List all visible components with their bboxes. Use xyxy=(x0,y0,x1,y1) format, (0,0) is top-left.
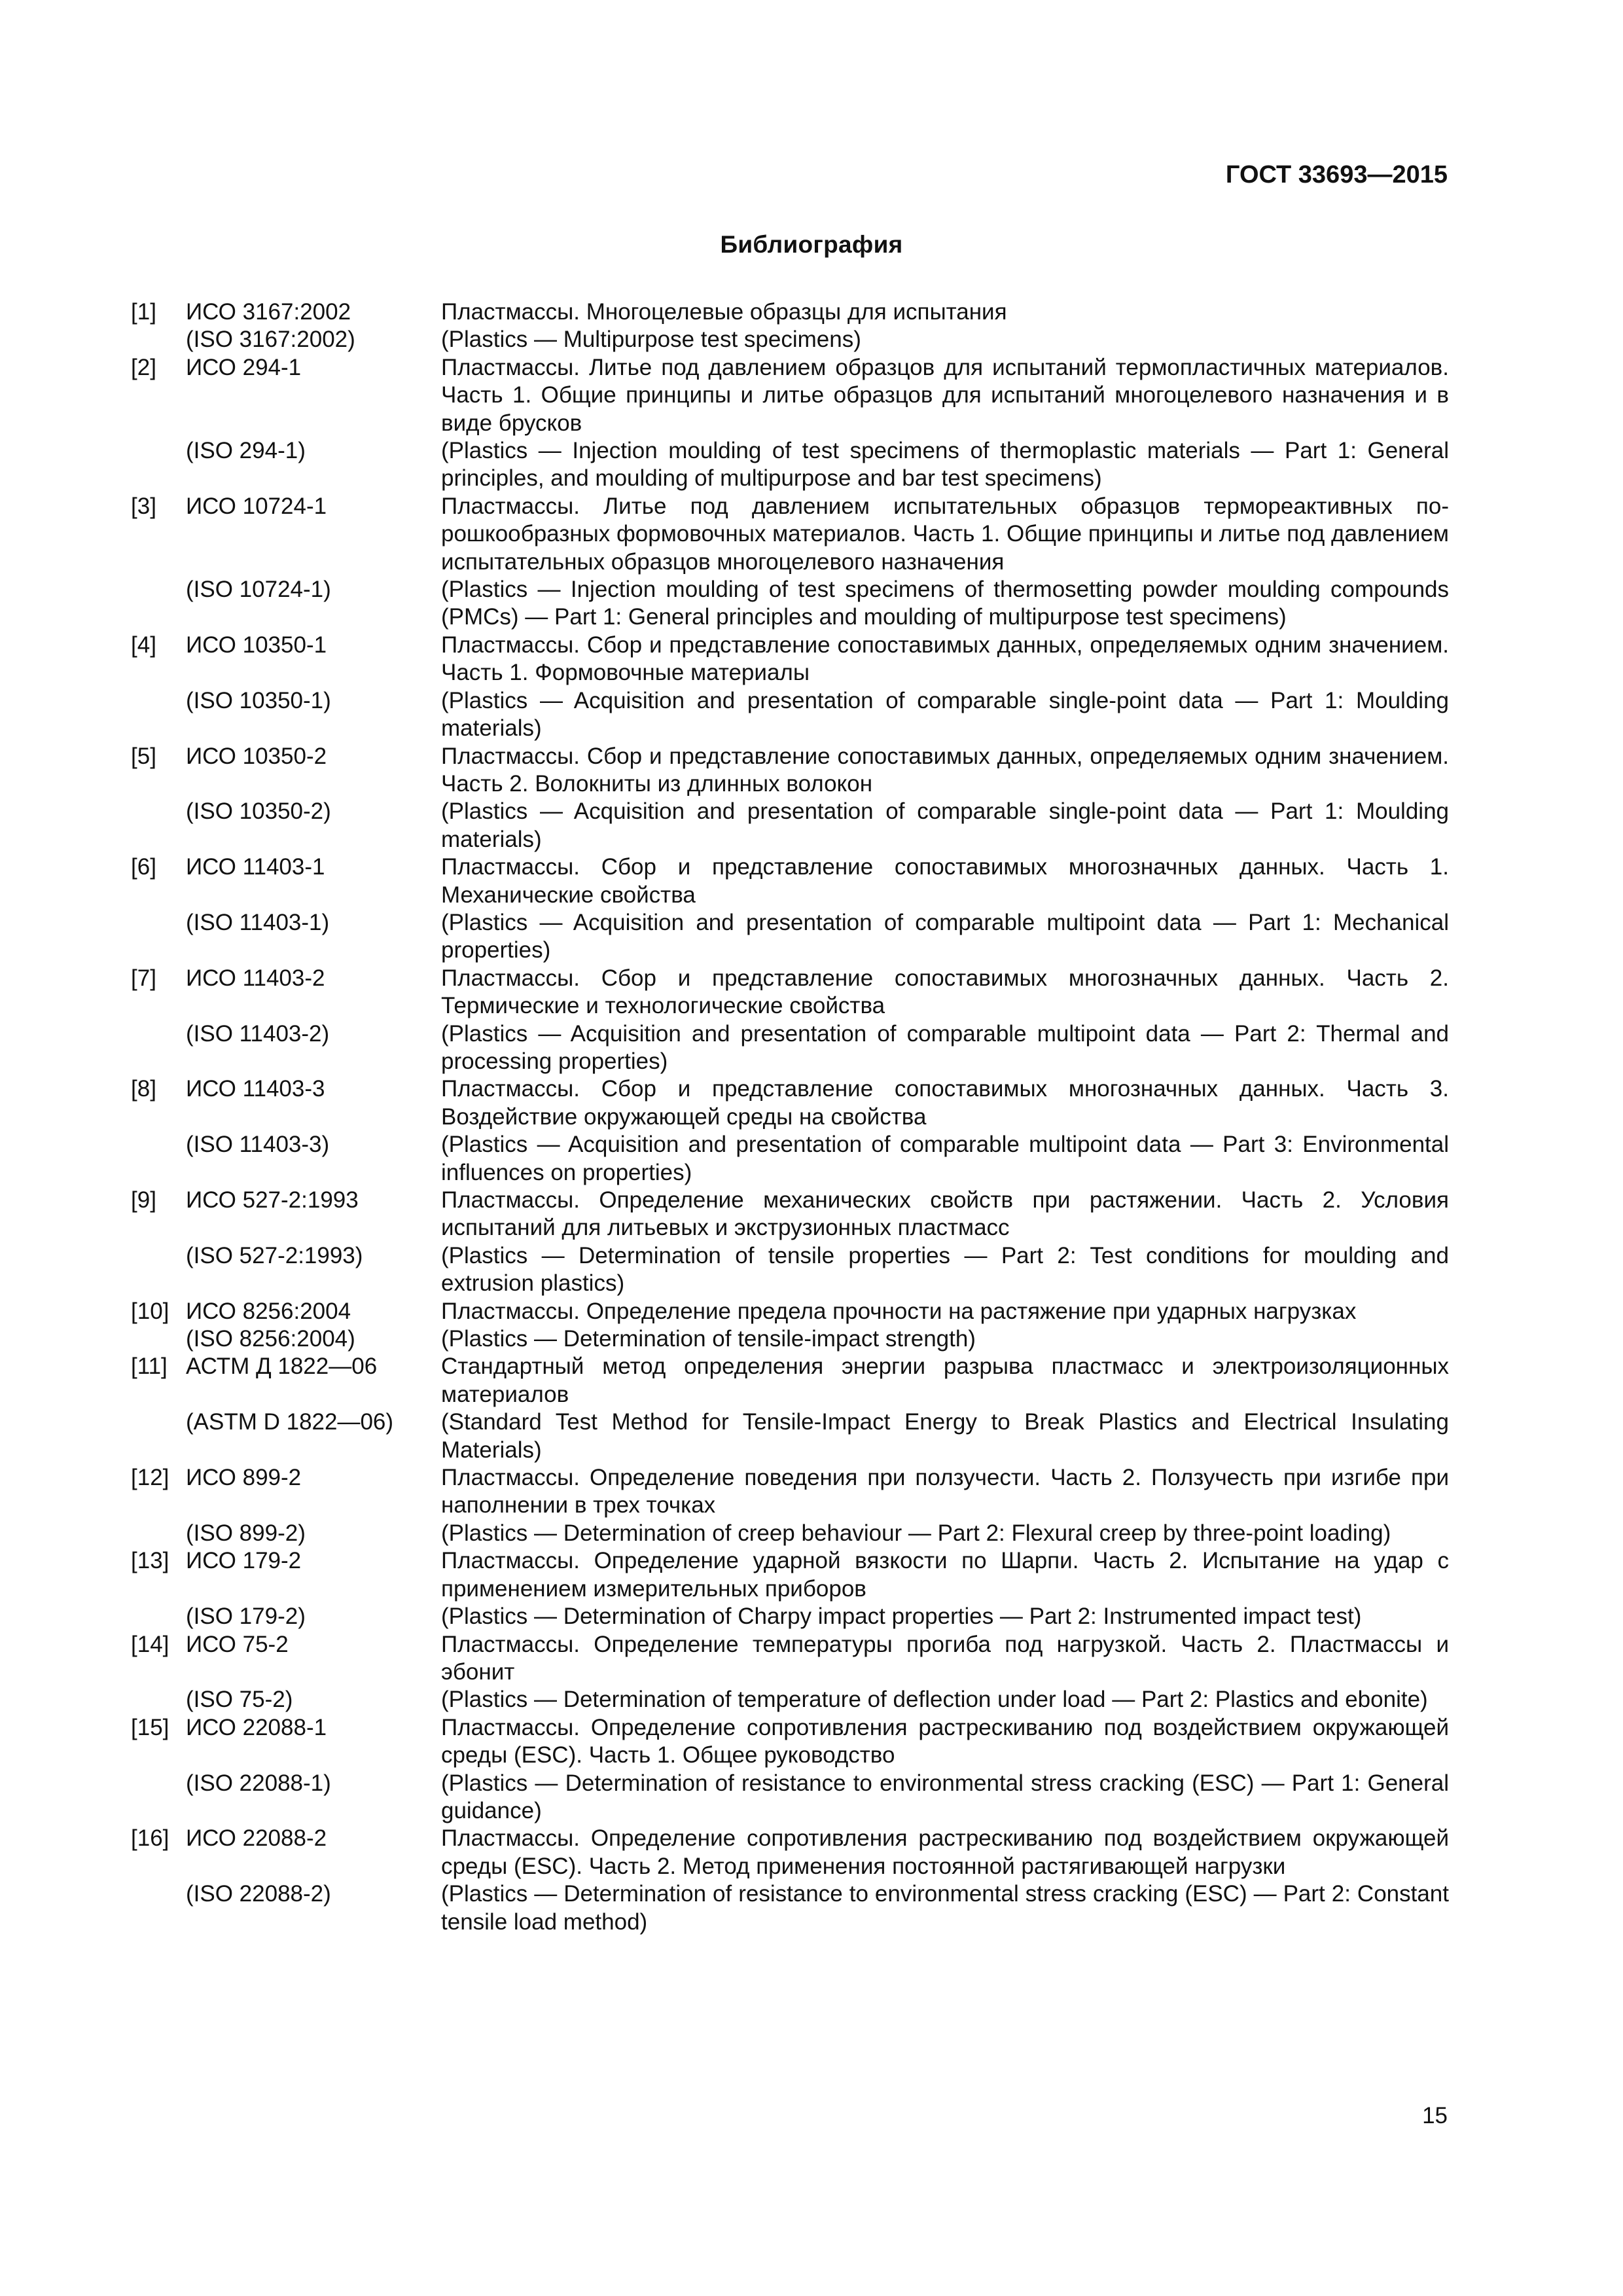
standard-title: Пластмассы. Определение ударной вязкости по Шарпи. Часть 2. Испытание на удар с применением измерительных приборов xyxy=(441,1548,1449,1602)
bibliography-entry xyxy=(131,965,1449,1020)
standard-code: (ISO 8256:2004) xyxy=(186,1326,355,1352)
bibliography-entry xyxy=(131,298,1449,326)
entry-number: [15] xyxy=(131,1714,169,1740)
standard-code: ИСО 10724-1 xyxy=(186,493,327,519)
standard-title: Пластмассы. Сбор и представление сопоставимых данных, определяемых одним значением. Часть 1. Формовочные материалы xyxy=(441,632,1449,686)
standard-title: (Plastics — Determination of tensile-impact strength) xyxy=(441,1326,976,1352)
bibliography-entry xyxy=(131,909,1449,965)
entry-number: [16] xyxy=(131,1825,169,1852)
bibliography-entry xyxy=(131,493,1449,576)
standard-title: Пластмассы. Литье под давлением образцов для испытаний термопластичных материалов. Часть 1. Общие принципы и литье образцов для испытаний многоцелевого назначения и в виде брусков xyxy=(441,354,1449,436)
standard-code: ИСО 22088-2 xyxy=(186,1825,327,1852)
standard-code: ИСО 22088-1 xyxy=(186,1714,327,1740)
bibliography-entry xyxy=(131,632,1449,687)
standard-title: (Plastics — Determination of tensile properties — Part 2: Test conditions for moulding and extrusion plastics) xyxy=(441,1242,1449,1297)
standard-title: Пластмассы. Определение поведения при ползучести. Часть 2. Ползучесть при изгибе при наполнении в трех точках xyxy=(441,1465,1449,1518)
entry-number: [7] xyxy=(131,965,156,991)
standard-code: (ISO 10724-1) xyxy=(186,577,331,603)
bibliography-entry xyxy=(131,1880,1449,1936)
standard-title: Пластмассы. Определение предела прочности на растяжение при ударных нагрузках xyxy=(441,1298,1357,1324)
page-title: Библиография xyxy=(720,231,903,258)
entry-number: [4] xyxy=(131,632,156,658)
standard-code: (ISO 10350-1) xyxy=(186,687,331,713)
standard-title: (Plastics — Acquisition and presentation of comparable single-point data — Part 1: Moulding materials) xyxy=(441,798,1449,852)
bibliography-entry xyxy=(131,798,1449,853)
standard-code: ИСО 8256:2004 xyxy=(186,1298,351,1324)
bibliography-entry xyxy=(131,1825,1449,1880)
bibliography-entry xyxy=(131,576,1449,632)
bibliography-entry xyxy=(131,1131,1449,1187)
standard-code: (ISO 11403-2) xyxy=(186,1020,330,1047)
page-number: 15 xyxy=(1422,2103,1448,2128)
standard-code: АСТМ Д 1822—06 xyxy=(186,1354,378,1380)
bibliography-entry xyxy=(131,687,1449,743)
bibliography-entry xyxy=(131,1187,1449,1242)
standard-code: (ISO 10350-2) xyxy=(186,798,331,825)
entry-number: [13] xyxy=(131,1548,169,1574)
standard-code: ИСО 11403-1 xyxy=(186,854,325,880)
standard-title: (Plastics — Acquisition and presentation of comparable multipoint data — Part 1: Mechanical properties) xyxy=(441,909,1449,963)
standard-title: (Plastics — Determination of temperature of deflection under load — Part 2: Plastics and ebonite) xyxy=(441,1687,1428,1713)
document-code: ГОСТ 33693—2015 xyxy=(1225,161,1448,188)
standard-title: Пластмассы. Определение механических свойств при растяжении. Часть 2. Условия испытаний для литьевых и экструзионных пластмасс xyxy=(441,1187,1449,1241)
standard-code: ИСО 294-1 xyxy=(186,354,302,380)
standard-title: (Plastics — Multipurpose test specimens) xyxy=(441,327,861,353)
bibliography-entry xyxy=(131,1408,1449,1464)
standard-title: Пластмассы. Сбор и представление сопоставимых многозначных данных. Часть 1. Механические свойства xyxy=(441,854,1449,908)
standard-title: Пластмассы. Многоцелевые образцы для испытания xyxy=(441,299,1007,325)
standard-code: (ISO 11403-1) xyxy=(186,909,330,935)
standard-code: (ISO 294-1) xyxy=(186,438,306,464)
standard-title: Пластмассы. Литье под давлением испытательных образцов термореактивных порошкообразных формовочных материалов. Часть 1. Общие принципы и литье под давлением испытательных образцов многоцелевого назначения xyxy=(441,493,1449,575)
standard-title: (Plastics — Acquisition and presentation of comparable multipoint data — Part 2: Thermal and processing properties) xyxy=(441,1020,1449,1074)
standard-code: ИСО 11403-2 xyxy=(186,965,325,991)
standard-title: (Plastics — Acquisition and presentation of comparable single-point data — Part 1: Moulding materials) xyxy=(441,687,1449,742)
bibliography-entry xyxy=(131,354,1449,437)
bibliography-entry xyxy=(131,1520,1449,1547)
bibliography-entry xyxy=(131,1547,1449,1603)
bibliography-entry xyxy=(131,743,1449,798)
bibliography-entry xyxy=(131,1714,1449,1770)
entry-number: [2] xyxy=(131,354,156,380)
bibliography-entry xyxy=(131,1325,1449,1353)
standard-code: ИСО 527-2:1993 xyxy=(186,1187,359,1213)
standard-code: (ISO 3167:2002) xyxy=(186,327,355,353)
standard-title: (Plastics — Acquisition and presentation of comparable multipoint data — Part 3: Environmental influences on properties) xyxy=(441,1132,1449,1185)
bibliography-entry xyxy=(131,1686,1449,1713)
standard-code: ИСО 899-2 xyxy=(186,1465,302,1491)
entry-number: [11] xyxy=(131,1354,168,1380)
standard-code: (ISO 22088-2) xyxy=(186,1881,331,1907)
bibliography-entry xyxy=(131,1242,1449,1298)
standard-code: ИСО 75-2 xyxy=(186,1631,289,1657)
standard-code: (ISO 22088-1) xyxy=(186,1770,331,1796)
standard-code: ИСО 11403-3 xyxy=(186,1076,325,1102)
bibliography-entry xyxy=(131,1770,1449,1825)
bibliography-entry xyxy=(131,853,1449,909)
bibliography-entry xyxy=(131,1353,1449,1408)
standard-title: Стандартный метод определения энергии разрыва пластмасс и электроизоляционных материалов xyxy=(441,1354,1449,1407)
standard-title: (Plastics — Determination of resistance to environmental stress cracking (ESC) — Part 2: Constant tensile load method) xyxy=(441,1881,1449,1935)
bibliography-entry xyxy=(131,1020,1449,1076)
bibliography-entry xyxy=(131,437,1449,493)
standard-title: (Plastics — Injection moulding of test specimens of thermosetting powder moulding compounds (PMCs) — Part 1: General principles and moulding of multipurpose test specimens) xyxy=(441,577,1449,630)
entry-number: [12] xyxy=(131,1465,169,1491)
entry-number: [8] xyxy=(131,1076,156,1102)
standard-code: ИСО 3167:2002 xyxy=(186,299,351,325)
standard-code: ИСО 179-2 xyxy=(186,1548,302,1574)
standard-code: (ISO 179-2) xyxy=(186,1604,306,1630)
standard-title: (Plastics — Injection moulding of test specimens of thermoplastic materials — Part 1: General principles, and moulding of multipurpose and bar test specimens) xyxy=(441,438,1449,492)
standard-title: Пластмассы. Определение сопротивления растрескиванию под воздействием окружающей среды (ESC). Часть 2. Метод применения постоянной растягивающей нагрузки xyxy=(441,1825,1449,1879)
bibliography-entry xyxy=(131,1298,1449,1325)
bibliography-entry xyxy=(131,326,1449,353)
standard-title: (Plastics — Determination of resistance to environmental stress cracking (ESC) — Part 1: General guidance) xyxy=(441,1770,1449,1823)
entry-number: [10] xyxy=(131,1298,169,1324)
standard-title: Пластмассы. Определение температуры прогиба под нагрузкой. Часть 2. Пластмассы и эбонит xyxy=(441,1631,1449,1685)
standard-code: ИСО 10350-1 xyxy=(186,632,327,658)
standard-code: (ISO 527-2:1993) xyxy=(186,1242,363,1268)
entry-number: [5] xyxy=(131,743,156,769)
standard-code: (ISO 11403-3) xyxy=(186,1132,330,1158)
standard-title: (Plastics — Determination of Charpy impact properties — Part 2: Instrumented impact test) xyxy=(441,1604,1362,1630)
standard-code: (ISO 75-2) xyxy=(186,1687,293,1713)
entry-number: [6] xyxy=(131,854,156,880)
standard-title: Пластмассы. Сбор и представление сопоставимых многозначных данных. Часть 2. Термические и технологические свойства xyxy=(441,965,1449,1019)
standard-code: (ASTM D 1822—06) xyxy=(186,1409,394,1435)
standard-code: ИСО 10350-2 xyxy=(186,743,327,769)
standard-title: (Plastics — Determination of creep behaviour — Part 2: Flexural creep by three-point loading) xyxy=(441,1520,1391,1546)
bibliography-entry xyxy=(131,1075,1449,1131)
standard-title: Пластмассы. Определение сопротивления растрескиванию под воздействием окружающей среды (ESC). Часть 1. Общее руководство xyxy=(441,1714,1449,1768)
standard-title: (Standard Test Method for Tensile-Impact Energy to Break Plastics and Electrical Insulating Materials) xyxy=(441,1409,1449,1463)
entry-number: [9] xyxy=(131,1187,156,1213)
entry-number: [1] xyxy=(131,299,156,325)
standard-title: Пластмассы. Сбор и представление сопоставимых данных, определяемых одним значением. Часть 2. Волокниты из длинных волокон xyxy=(441,743,1449,797)
bibliography-entry xyxy=(131,1464,1449,1520)
standard-code: (ISO 899-2) xyxy=(186,1520,306,1546)
entry-number: [14] xyxy=(131,1631,169,1657)
bibliography-list xyxy=(131,298,1449,1936)
bibliography-entry xyxy=(131,1603,1449,1630)
entry-number: [3] xyxy=(131,493,156,519)
bibliography-entry xyxy=(131,1631,1449,1687)
standard-title: Пластмассы. Сбор и представление сопоставимых многозначных данных. Часть 3. Воздействие окружающей среды на свойства xyxy=(441,1076,1449,1130)
